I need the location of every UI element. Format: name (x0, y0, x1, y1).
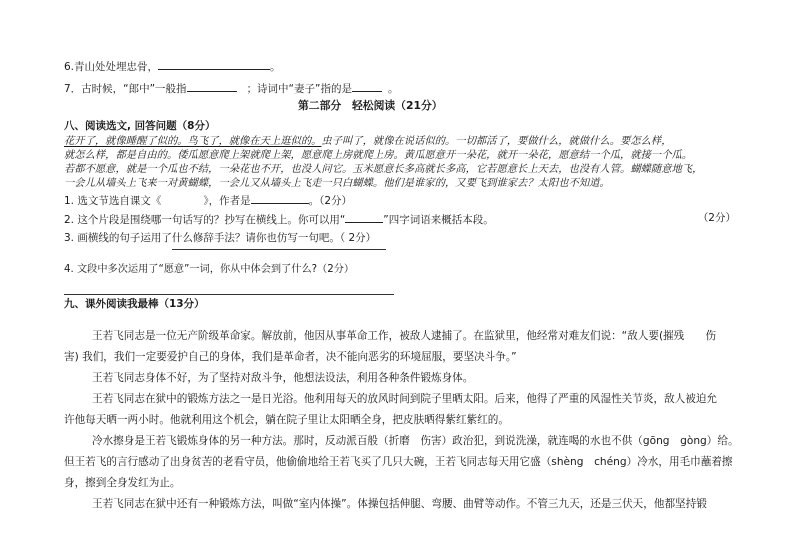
s8q2-part-a: 2. 这个片段是围绕哪一句话写的？抄写在横线上。你可以用“ (64, 214, 346, 226)
s8q2-part-b: ”四字词语来概括本段。 (383, 214, 494, 226)
section8-heading: 八、阅读选文, 回答问题（8分） (64, 120, 216, 132)
s8q1-part-a: 1. 选文节选自课文《 (64, 195, 162, 207)
s8q1-part-b: 》，作者是 (203, 195, 251, 207)
s8q2-score: （2分） (697, 212, 736, 224)
q7-end: 。 (387, 83, 399, 95)
underlined-sentence: 花开了，就像睡醒了似的。鸟飞了，就像在天上逛似的。 (64, 135, 322, 147)
s9-line-8: 身，擦到全身发红为止。 (64, 477, 181, 489)
question-6 (64, 58, 281, 74)
q6-end: 。 (270, 61, 281, 73)
passage-line-3: 若都不愿意，就是一个瓜也不结，一朵花也不开，也没人问它。玉米愿意长多高就长多高，它若愿意长上天去，也没有人管。蝴蝶随意地飞， (64, 163, 703, 175)
question-7 (64, 80, 398, 96)
s9-line-3: 王若飞同志身体不好，为了坚持对敌斗争，他想法设法，利用各种条件锻炼身体。 (92, 372, 474, 384)
passage-line-2: 就怎么样，都是自由的。倭瓜愿意爬上架就爬上架，愿意爬上房就爬上房。黄瓜愿意开一朵花，就开一朵花，愿意结一个瓜，就接一个瓜。 (64, 149, 693, 161)
s9-line-1: 王若飞同志是一位无产阶级革命家。解放前，他因从事革命工作，被敌人逮捕了。在监狱里，他经常对难友们说：“敌人要(摧残 伤 (92, 330, 717, 342)
passage-line-1 (64, 134, 672, 148)
s8-question-2 (64, 211, 736, 227)
passage-line-4: 一会儿从墙头上飞来一对黄蝴蝶，一会儿又从墙头上飞走一只白蝴蝶。他们是谁家的，又要飞到谁家去？太阳也不知道。 (64, 177, 610, 189)
s8q4-answer-line[interactable] (64, 294, 394, 295)
q7-part-b: ；诗词中“妻子”指的是 (246, 83, 352, 95)
s8q1-blank-author[interactable] (251, 192, 309, 204)
s8-question-1 (64, 192, 352, 208)
s9-line-9: 王若飞同志在狱中还有一种锻炼方法，叫做“室内体操”。体操包括伸腿、弯腰、曲臂等动作。不管三九天，还是三伏天，他都坚持锻 (92, 498, 707, 510)
s8-question-4: 4. 文段中多次运用了“愿意”一词，你从中体会到了什么?（2分） (64, 264, 355, 275)
passage-line-1-rest: 虫子叫了，就像在说话似的。一切都活了，要做什么，就做什么。要怎么样， (321, 135, 672, 147)
s8q3-answer-line[interactable] (172, 249, 386, 250)
q7-blank-1[interactable] (187, 80, 237, 92)
s9-line-5: 许他每天晒一两小时。他就利用这个机会，躺在院子里让太阳晒全身，把皮肤晒得紫红紫红的。 (64, 414, 509, 426)
s9-line-4: 王若飞同志在狱中的锻炼方法之一是日光浴。他利用每天的放风时间到院子里晒太阳。后来，他得了严重的风湿性关节炎，敌人被迫允 (92, 393, 718, 405)
s8q1-part-c: 。（2分） (308, 195, 353, 207)
q6-answer-blank[interactable] (158, 58, 270, 70)
s8q2-blank-idiom[interactable] (345, 211, 383, 223)
q6-text: 6.青山处处埋忠骨， (64, 61, 159, 73)
q7-blank-2[interactable] (352, 80, 382, 92)
q7-part-a: 7．古时候，“郎中”一般指 (64, 83, 187, 95)
s9-line-7: 但王若飞的言行感动了出身贫苦的老看守员，他偷偷地给王若飞买了几只大碗，王若飞同志每天用它盛（shèng chéng）冷水，用毛巾蘸着擦 (64, 456, 733, 468)
s8-question-3: 3. 画横线的句子运用了什么修辞手法？请你也仿写一句吧。（ 2分） (64, 232, 377, 244)
s9-line-6: 冷水擦身是王若飞锻炼身体的另一种方法。那时，反动派百般（折磨 伤害）政治犯，到说洗澡，就连喝的水也不供（gōng gòng）给。 (92, 435, 739, 447)
s9-line-2: 害) 我们，我们一定要爱护自己的身体，我们是革命者，决不能向恶劣的环境屈服，要坚决斗争。” (64, 351, 517, 363)
part2-title: 第二部分 轻松阅读（21分） (298, 99, 443, 112)
section9-heading: 九、课外阅读我最棒（13分） (64, 298, 205, 310)
